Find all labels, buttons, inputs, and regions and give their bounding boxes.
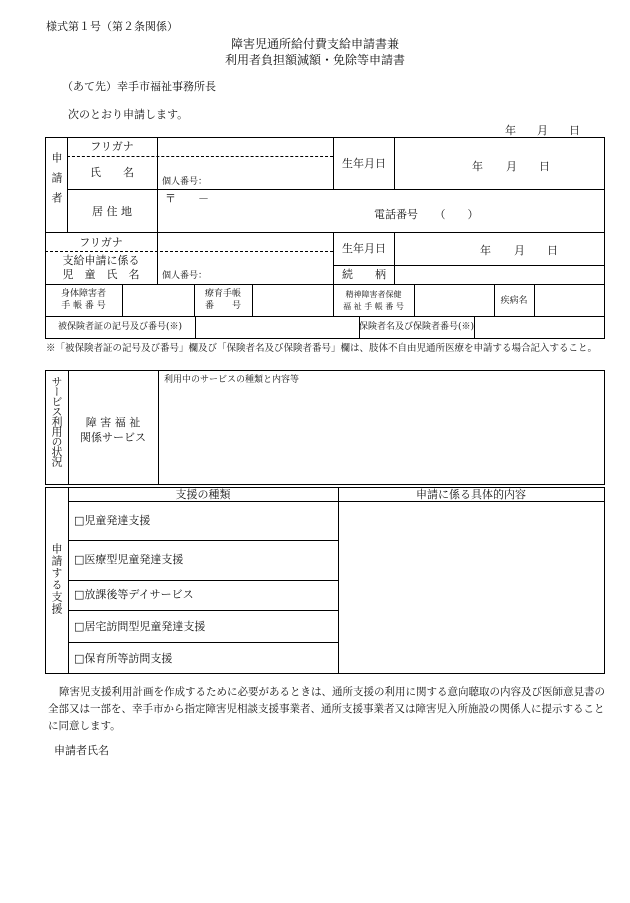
date-month: 月 bbox=[537, 124, 548, 137]
signature-field[interactable] bbox=[120, 740, 420, 760]
insurance-note: ※「被保険者証の記号及び番号」欄及び「保険者名及び保険者番号」欄は、肢体不自由児通所医療を申請する場合記入すること。 bbox=[46, 343, 598, 354]
support-option-child-development[interactable]: □児童発達支援 bbox=[74, 514, 151, 527]
applicant-address-label: 居 住 地 bbox=[92, 205, 132, 218]
support-type-header: 支援の種類 bbox=[175, 488, 231, 501]
child-name-label-line2: 児 童 氏 名 bbox=[62, 268, 140, 281]
postal-code-label: 〒 － bbox=[165, 192, 209, 205]
mental-cert-label-line1: 精神障害者保健 bbox=[345, 290, 402, 299]
signature-label: 申請者氏名 bbox=[54, 744, 109, 757]
insured-id-field[interactable] bbox=[196, 317, 359, 338]
phone-number-label: 電話番号 （ ） bbox=[374, 208, 479, 221]
checkbox-icon[interactable]: □ bbox=[74, 553, 85, 566]
applicant-birthdate-label: 生年月日 bbox=[342, 157, 386, 170]
support-option-medical-child-development[interactable]: □医療型児童発達支援 bbox=[74, 553, 184, 566]
applicant-personal-number-label: 個人番号： bbox=[162, 177, 208, 187]
service-content-field[interactable] bbox=[159, 388, 604, 484]
child-birth-month: 月 bbox=[514, 244, 525, 257]
child-birth-year: 年 bbox=[480, 244, 491, 257]
applicant-furigana-label: フリガナ bbox=[90, 140, 134, 153]
applicant-birth-year: 年 bbox=[472, 160, 483, 173]
support-detail-field[interactable] bbox=[339, 502, 604, 673]
support-option-nursery-visit-support[interactable]: □保育所等訪問支援 bbox=[74, 652, 173, 665]
date-year: 年 bbox=[505, 124, 516, 137]
disease-label: 疾病名 bbox=[500, 296, 528, 306]
relationship-field[interactable] bbox=[395, 266, 604, 284]
disease-field[interactable] bbox=[535, 285, 604, 316]
checkbox-icon[interactable]: □ bbox=[74, 620, 85, 633]
welfare-service-label-line1: 障 害 福 祉 bbox=[85, 416, 141, 429]
checkbox-icon[interactable]: □ bbox=[74, 588, 85, 601]
physical-cert-field[interactable] bbox=[123, 285, 194, 316]
support-option-after-school-day-service[interactable]: □放課後等デイサービス bbox=[74, 588, 194, 601]
mental-cert-field[interactable] bbox=[415, 285, 494, 316]
service-status-section-label: サービス利用の状況 bbox=[50, 376, 63, 466]
child-furigana-label: フリガナ bbox=[79, 236, 123, 249]
applicant-section-label: 申請者 bbox=[50, 152, 63, 212]
ryoiku-cert-field[interactable] bbox=[253, 285, 333, 316]
child-name-field[interactable] bbox=[158, 252, 333, 284]
title-line-2: 利用者負担額減額・免除等申請書 bbox=[224, 53, 405, 67]
mental-cert-label-line2: 福 祉 手 帳 番 号 bbox=[343, 302, 404, 311]
support-detail-header: 申請に係る具体的内容 bbox=[416, 488, 526, 501]
date-day: 日 bbox=[569, 124, 580, 137]
addressee: （あて先）幸手市福祉事務所長 bbox=[62, 80, 216, 93]
intro-text: 次のとおり申請します。 bbox=[68, 108, 189, 121]
physical-cert-label-line1: 身体障害者 bbox=[60, 289, 106, 299]
child-personal-number-label: 個人番号： bbox=[162, 271, 208, 281]
child-birthdate-field[interactable] bbox=[395, 233, 604, 265]
support-section-label: 申請する支援 bbox=[50, 543, 63, 615]
applicant-birth-month: 月 bbox=[506, 160, 517, 173]
service-hint: 利用中のサービスの種類と内容等 bbox=[164, 375, 300, 385]
insurer-label: 保険者名及び保険者番号(※) bbox=[359, 322, 475, 332]
support-option-home-visit-development[interactable]: □居宅訪問型児童発達支援 bbox=[74, 620, 206, 633]
child-birthdate-label: 生年月日 bbox=[342, 242, 386, 255]
applicant-furigana-field[interactable] bbox=[157, 138, 333, 156]
relationship-label: 続 柄 bbox=[342, 268, 386, 281]
child-birth-day: 日 bbox=[547, 244, 558, 257]
checkbox-icon[interactable]: □ bbox=[74, 652, 85, 665]
ryoiku-cert-label-line1: 療育手帳 bbox=[204, 289, 241, 299]
checkbox-icon[interactable]: □ bbox=[74, 514, 85, 527]
applicant-name-field[interactable] bbox=[157, 157, 333, 189]
applicant-name-label: 氏 名 bbox=[90, 166, 134, 179]
child-name-label-line1: 支給申請に係る bbox=[62, 254, 140, 267]
ryoiku-cert-label-line2: 番 号 bbox=[204, 301, 241, 311]
form-number: 様式第１号（第２条関係） bbox=[46, 20, 178, 33]
consent-text: 障害児支援利用計画を作成するために必要があるときは、通所支援の利用に関する意向聴取の内容及び医師意見書の全部又は一部を、幸手市から指定障害児相談支援事業者、通所支援事業者又は障害児入所施設の関係人に提示することに同意します。 bbox=[48, 686, 605, 732]
child-furigana-field[interactable] bbox=[158, 233, 333, 251]
applicant-address-field[interactable] bbox=[158, 190, 604, 232]
physical-cert-label-line2: 手 帳 番 号 bbox=[61, 301, 106, 311]
insurer-field[interactable] bbox=[475, 317, 604, 338]
welfare-service-label-line2: 関係サービス bbox=[80, 431, 146, 444]
applicant-birth-day: 日 bbox=[539, 160, 550, 173]
insured-id-label: 被保険者証の記号及び番号(※) bbox=[57, 322, 183, 332]
title-line-1: 障害児通所給付費支給申請書兼 bbox=[230, 37, 399, 51]
applicant-birthdate-field[interactable] bbox=[395, 138, 604, 189]
